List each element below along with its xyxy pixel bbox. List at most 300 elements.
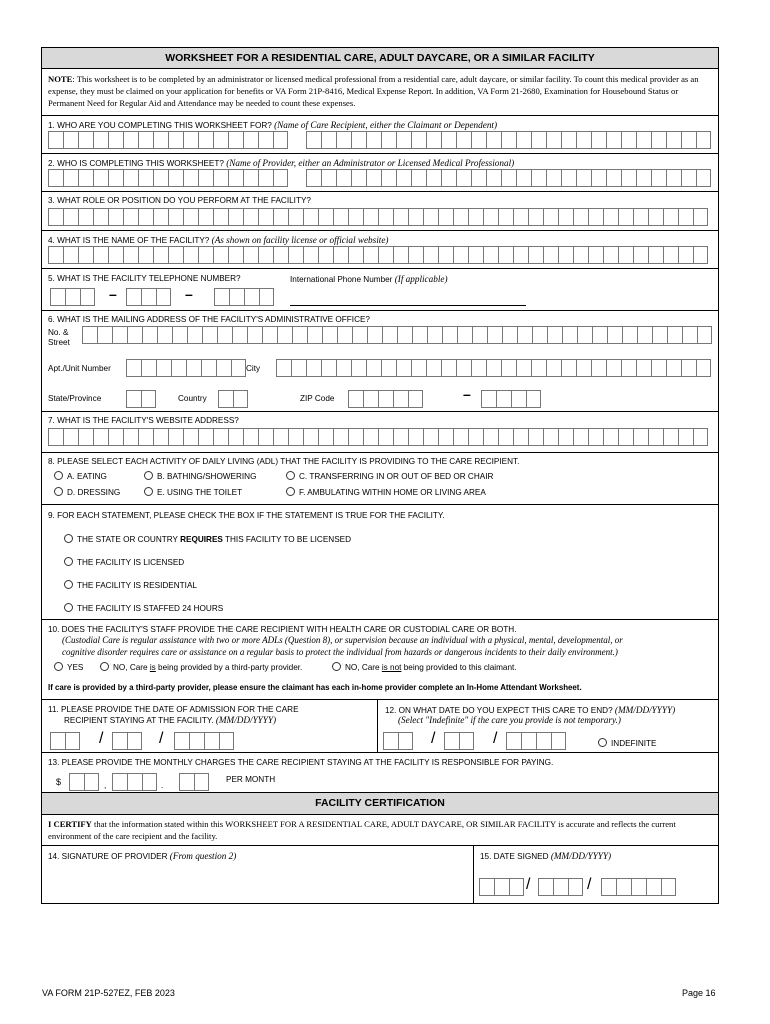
char-box[interactable]: [84, 773, 99, 791]
char-box[interactable]: [397, 326, 412, 344]
char-box[interactable]: [411, 131, 426, 149]
char-box[interactable]: [232, 326, 247, 344]
char-box[interactable]: [228, 428, 243, 446]
char-box[interactable]: [153, 246, 168, 264]
char-box[interactable]: [112, 732, 127, 750]
char-box[interactable]: [48, 428, 63, 446]
char-box[interactable]: [423, 246, 438, 264]
char-box[interactable]: [65, 288, 80, 306]
char-box[interactable]: [438, 428, 453, 446]
char-box[interactable]: [576, 169, 591, 187]
residential-checkbox[interactable]: THE FACILITY IS RESIDENTIAL: [64, 580, 197, 590]
char-box[interactable]: [78, 169, 93, 187]
char-box[interactable]: [219, 732, 234, 750]
char-box[interactable]: [651, 359, 666, 377]
char-box[interactable]: [663, 246, 678, 264]
char-box[interactable]: [393, 208, 408, 226]
char-box[interactable]: [333, 428, 348, 446]
char-box[interactable]: [561, 169, 576, 187]
char-box[interactable]: [291, 359, 306, 377]
char-box[interactable]: [123, 246, 138, 264]
char-box[interactable]: [63, 208, 78, 226]
char-box[interactable]: [303, 428, 318, 446]
char-box[interactable]: [303, 246, 318, 264]
char-box[interactable]: [48, 246, 63, 264]
char-box[interactable]: [693, 428, 708, 446]
char-box[interactable]: [321, 359, 336, 377]
char-box[interactable]: [381, 359, 396, 377]
signed-year[interactable]: [601, 878, 676, 896]
char-box[interactable]: [396, 169, 411, 187]
q2-field-last[interactable]: [306, 169, 711, 187]
char-box[interactable]: [636, 169, 651, 187]
char-box[interactable]: [601, 878, 616, 896]
char-box[interactable]: [336, 169, 351, 187]
char-box[interactable]: [336, 359, 351, 377]
char-box[interactable]: [496, 390, 511, 408]
char-box[interactable]: [546, 131, 561, 149]
char-box[interactable]: [459, 732, 474, 750]
char-box[interactable]: [678, 208, 693, 226]
adl-toilet-checkbox[interactable]: E. USING THE TOILET: [144, 487, 242, 497]
signature-field[interactable]: [48, 864, 466, 900]
char-box[interactable]: [411, 169, 426, 187]
char-box[interactable]: [97, 326, 112, 344]
char-box[interactable]: [93, 169, 108, 187]
char-box[interactable]: [108, 246, 123, 264]
char-box[interactable]: [633, 428, 648, 446]
char-box[interactable]: [528, 246, 543, 264]
char-box[interactable]: [69, 773, 84, 791]
char-box[interactable]: [577, 326, 592, 344]
char-box[interactable]: [258, 246, 273, 264]
char-box[interactable]: [198, 169, 213, 187]
char-box[interactable]: [498, 208, 513, 226]
char-box[interactable]: [228, 131, 243, 149]
char-box[interactable]: [427, 326, 442, 344]
char-box[interactable]: [487, 326, 502, 344]
char-box[interactable]: [591, 359, 606, 377]
char-box[interactable]: [156, 288, 171, 306]
char-box[interactable]: [526, 390, 541, 408]
char-box[interactable]: [183, 208, 198, 226]
char-box[interactable]: [531, 131, 546, 149]
char-box[interactable]: [351, 359, 366, 377]
char-box[interactable]: [661, 878, 676, 896]
char-box[interactable]: [292, 326, 307, 344]
char-box[interactable]: [108, 208, 123, 226]
char-box[interactable]: [408, 208, 423, 226]
char-box[interactable]: [142, 326, 157, 344]
char-box[interactable]: [498, 246, 513, 264]
char-box[interactable]: [506, 732, 521, 750]
char-box[interactable]: [573, 428, 588, 446]
requires-license-checkbox[interactable]: THE STATE OR COUNTRY REQUIRES THIS FACILITY TO BE LICENSED: [64, 534, 351, 544]
char-box[interactable]: [543, 246, 558, 264]
char-box[interactable]: [63, 428, 78, 446]
q4-field[interactable]: [48, 246, 708, 264]
char-box[interactable]: [501, 359, 516, 377]
char-box[interactable]: [108, 428, 123, 446]
char-box[interactable]: [78, 246, 93, 264]
char-box[interactable]: [48, 169, 63, 187]
char-box[interactable]: [693, 208, 708, 226]
char-box[interactable]: [501, 131, 516, 149]
char-box[interactable]: [306, 359, 321, 377]
char-box[interactable]: [306, 169, 321, 187]
adl-dressing-checkbox[interactable]: D. DRESSING: [54, 487, 120, 497]
char-box[interactable]: [141, 390, 156, 408]
char-box[interactable]: [378, 208, 393, 226]
char-box[interactable]: [142, 773, 157, 791]
char-box[interactable]: [367, 326, 382, 344]
char-box[interactable]: [393, 246, 408, 264]
char-box[interactable]: [666, 359, 681, 377]
char-box[interactable]: [336, 131, 351, 149]
char-box[interactable]: [633, 246, 648, 264]
char-box[interactable]: [591, 169, 606, 187]
char-box[interactable]: [616, 878, 631, 896]
char-box[interactable]: [153, 208, 168, 226]
char-box[interactable]: [468, 428, 483, 446]
char-box[interactable]: [333, 208, 348, 226]
char-box[interactable]: [603, 428, 618, 446]
char-box[interactable]: [366, 359, 381, 377]
char-box[interactable]: [141, 288, 156, 306]
char-box[interactable]: [63, 131, 78, 149]
char-box[interactable]: [558, 246, 573, 264]
char-box[interactable]: [553, 878, 568, 896]
char-box[interactable]: [363, 246, 378, 264]
char-box[interactable]: [618, 428, 633, 446]
char-box[interactable]: [588, 428, 603, 446]
char-box[interactable]: [351, 131, 366, 149]
char-box[interactable]: [363, 208, 378, 226]
char-box[interactable]: [648, 428, 663, 446]
char-box[interactable]: [351, 169, 366, 187]
char-box[interactable]: [483, 208, 498, 226]
charge-cents[interactable]: [179, 773, 209, 791]
char-box[interactable]: [78, 208, 93, 226]
char-box[interactable]: [603, 246, 618, 264]
char-box[interactable]: [93, 131, 108, 149]
char-box[interactable]: [218, 390, 233, 408]
char-box[interactable]: [258, 428, 273, 446]
char-box[interactable]: [65, 732, 80, 750]
char-box[interactable]: [187, 326, 202, 344]
char-box[interactable]: [621, 131, 636, 149]
char-box[interactable]: [243, 169, 258, 187]
char-box[interactable]: [546, 169, 561, 187]
char-box[interactable]: [408, 428, 423, 446]
signed-day[interactable]: [538, 878, 583, 896]
phone-line[interactable]: [214, 288, 274, 306]
char-box[interactable]: [633, 208, 648, 226]
char-box[interactable]: [48, 208, 63, 226]
char-box[interactable]: [127, 732, 142, 750]
char-box[interactable]: [513, 246, 528, 264]
phone-area-code[interactable]: [50, 288, 95, 306]
char-box[interactable]: [486, 359, 501, 377]
char-box[interactable]: [381, 169, 396, 187]
char-box[interactable]: [607, 326, 622, 344]
street-field[interactable]: [82, 326, 712, 344]
char-box[interactable]: [198, 428, 213, 446]
char-box[interactable]: [486, 131, 501, 149]
char-box[interactable]: [153, 428, 168, 446]
char-box[interactable]: [513, 208, 528, 226]
char-box[interactable]: [168, 428, 183, 446]
char-box[interactable]: [538, 878, 553, 896]
q1-field-last[interactable]: [306, 131, 711, 149]
char-box[interactable]: [393, 428, 408, 446]
char-box[interactable]: [183, 428, 198, 446]
char-box[interactable]: [531, 169, 546, 187]
q3-field[interactable]: [48, 208, 708, 226]
char-box[interactable]: [483, 428, 498, 446]
char-box[interactable]: [186, 359, 201, 377]
char-box[interactable]: [366, 169, 381, 187]
char-box[interactable]: [273, 428, 288, 446]
char-box[interactable]: [273, 131, 288, 149]
char-box[interactable]: [631, 878, 646, 896]
char-box[interactable]: [126, 390, 141, 408]
char-box[interactable]: [123, 131, 138, 149]
char-box[interactable]: [229, 288, 244, 306]
char-box[interactable]: [126, 359, 141, 377]
char-box[interactable]: [543, 428, 558, 446]
char-box[interactable]: [348, 208, 363, 226]
licensed-checkbox[interactable]: THE FACILITY IS LICENSED: [64, 557, 184, 567]
char-box[interactable]: [303, 208, 318, 226]
apt-field[interactable]: [126, 359, 246, 377]
char-box[interactable]: [576, 359, 591, 377]
adl-bathing-checkbox[interactable]: B. BATHING/SHOWERING: [144, 471, 256, 481]
char-box[interactable]: [472, 326, 487, 344]
char-box[interactable]: [438, 246, 453, 264]
char-box[interactable]: [228, 246, 243, 264]
char-box[interactable]: [276, 359, 291, 377]
char-box[interactable]: [216, 359, 231, 377]
char-box[interactable]: [348, 246, 363, 264]
char-box[interactable]: [667, 326, 682, 344]
char-box[interactable]: [468, 246, 483, 264]
char-box[interactable]: [168, 246, 183, 264]
char-box[interactable]: [618, 246, 633, 264]
char-box[interactable]: [646, 878, 661, 896]
char-box[interactable]: [606, 169, 621, 187]
state-field[interactable]: [126, 390, 156, 408]
char-box[interactable]: [93, 428, 108, 446]
char-box[interactable]: [378, 428, 393, 446]
country-field[interactable]: [218, 390, 248, 408]
char-box[interactable]: [141, 359, 156, 377]
char-box[interactable]: [663, 208, 678, 226]
char-box[interactable]: [138, 208, 153, 226]
char-box[interactable]: [456, 169, 471, 187]
char-box[interactable]: [696, 131, 711, 149]
signed-month[interactable]: [479, 878, 524, 896]
char-box[interactable]: [123, 208, 138, 226]
char-box[interactable]: [307, 326, 322, 344]
char-box[interactable]: [509, 878, 524, 896]
charge-thousands[interactable]: [69, 773, 99, 791]
website-field[interactable]: [48, 428, 708, 446]
admission-year[interactable]: [174, 732, 234, 750]
char-box[interactable]: [678, 428, 693, 446]
char-box[interactable]: [183, 131, 198, 149]
char-box[interactable]: [214, 288, 229, 306]
care-not-provided-radio[interactable]: NO, Care is not being provided to this claimant.: [332, 662, 517, 672]
char-box[interactable]: [681, 131, 696, 149]
char-box[interactable]: [348, 428, 363, 446]
char-box[interactable]: [498, 428, 513, 446]
char-box[interactable]: [172, 326, 187, 344]
char-box[interactable]: [153, 169, 168, 187]
char-box[interactable]: [697, 326, 712, 344]
char-box[interactable]: [157, 326, 172, 344]
char-box[interactable]: [378, 390, 393, 408]
char-box[interactable]: [153, 131, 168, 149]
char-box[interactable]: [273, 208, 288, 226]
char-box[interactable]: [396, 131, 411, 149]
char-box[interactable]: [423, 428, 438, 446]
char-box[interactable]: [456, 359, 471, 377]
city-field[interactable]: [276, 359, 711, 377]
char-box[interactable]: [393, 390, 408, 408]
staffed-24-hours-checkbox[interactable]: THE FACILITY IS STAFFED 24 HOURS: [64, 603, 223, 613]
char-box[interactable]: [558, 428, 573, 446]
char-box[interactable]: [80, 288, 95, 306]
char-box[interactable]: [93, 246, 108, 264]
char-box[interactable]: [637, 326, 652, 344]
char-box[interactable]: [576, 131, 591, 149]
char-box[interactable]: [412, 326, 427, 344]
char-box[interactable]: [231, 359, 246, 377]
char-box[interactable]: [183, 169, 198, 187]
char-box[interactable]: [618, 208, 633, 226]
char-box[interactable]: [63, 169, 78, 187]
char-box[interactable]: [396, 359, 411, 377]
char-box[interactable]: [321, 131, 336, 149]
char-box[interactable]: [621, 169, 636, 187]
char-box[interactable]: [258, 131, 273, 149]
char-box[interactable]: [511, 390, 526, 408]
charge-hundreds[interactable]: [112, 773, 157, 791]
char-box[interactable]: [363, 428, 378, 446]
char-box[interactable]: [243, 131, 258, 149]
char-box[interactable]: [198, 208, 213, 226]
char-box[interactable]: [228, 169, 243, 187]
char-box[interactable]: [288, 428, 303, 446]
char-box[interactable]: [352, 326, 367, 344]
char-box[interactable]: [127, 326, 142, 344]
char-box[interactable]: [453, 428, 468, 446]
char-box[interactable]: [651, 169, 666, 187]
care-yes-radio[interactable]: YES: [54, 662, 83, 672]
char-box[interactable]: [408, 390, 423, 408]
char-box[interactable]: [194, 773, 209, 791]
char-box[interactable]: [258, 208, 273, 226]
char-box[interactable]: [528, 428, 543, 446]
char-box[interactable]: [441, 169, 456, 187]
char-box[interactable]: [108, 131, 123, 149]
char-box[interactable]: [78, 428, 93, 446]
adl-eating-checkbox[interactable]: A. EATING: [54, 471, 107, 481]
char-box[interactable]: [247, 326, 262, 344]
char-box[interactable]: [678, 246, 693, 264]
char-box[interactable]: [471, 169, 486, 187]
char-box[interactable]: [138, 246, 153, 264]
char-box[interactable]: [318, 208, 333, 226]
char-box[interactable]: [592, 326, 607, 344]
char-box[interactable]: [486, 169, 501, 187]
char-box[interactable]: [306, 131, 321, 149]
char-box[interactable]: [244, 288, 259, 306]
char-box[interactable]: [112, 326, 127, 344]
char-box[interactable]: [213, 169, 228, 187]
char-box[interactable]: [532, 326, 547, 344]
char-box[interactable]: [201, 359, 216, 377]
char-box[interactable]: [588, 246, 603, 264]
char-box[interactable]: [551, 732, 566, 750]
char-box[interactable]: [288, 246, 303, 264]
char-box[interactable]: [573, 208, 588, 226]
char-box[interactable]: [648, 246, 663, 264]
admission-month[interactable]: [50, 732, 80, 750]
char-box[interactable]: [243, 208, 258, 226]
char-box[interactable]: [378, 246, 393, 264]
char-box[interactable]: [273, 246, 288, 264]
char-box[interactable]: [383, 732, 398, 750]
char-box[interactable]: [168, 169, 183, 187]
char-box[interactable]: [318, 246, 333, 264]
char-box[interactable]: [438, 208, 453, 226]
char-box[interactable]: [652, 326, 667, 344]
char-box[interactable]: [682, 326, 697, 344]
char-box[interactable]: [337, 326, 352, 344]
char-box[interactable]: [561, 359, 576, 377]
char-box[interactable]: [528, 208, 543, 226]
char-box[interactable]: [168, 208, 183, 226]
char-box[interactable]: [138, 428, 153, 446]
char-box[interactable]: [426, 131, 441, 149]
char-box[interactable]: [50, 288, 65, 306]
char-box[interactable]: [333, 246, 348, 264]
char-box[interactable]: [183, 246, 198, 264]
char-box[interactable]: [621, 359, 636, 377]
char-box[interactable]: [666, 169, 681, 187]
char-box[interactable]: [262, 326, 277, 344]
char-box[interactable]: [453, 246, 468, 264]
char-box[interactable]: [471, 131, 486, 149]
char-box[interactable]: [516, 131, 531, 149]
char-box[interactable]: [651, 131, 666, 149]
zip-ext-field[interactable]: [481, 390, 541, 408]
char-box[interactable]: [123, 428, 138, 446]
indefinite-checkbox[interactable]: INDEFINITE: [598, 738, 657, 748]
char-box[interactable]: [123, 169, 138, 187]
char-box[interactable]: [189, 732, 204, 750]
adl-ambulating-checkbox[interactable]: F. AMBULATING WITHIN HOME OR LIVING AREA: [286, 487, 486, 497]
char-box[interactable]: [494, 878, 509, 896]
char-box[interactable]: [536, 732, 551, 750]
char-box[interactable]: [444, 732, 459, 750]
char-box[interactable]: [457, 326, 472, 344]
char-box[interactable]: [561, 131, 576, 149]
char-box[interactable]: [636, 359, 651, 377]
char-box[interactable]: [243, 246, 258, 264]
